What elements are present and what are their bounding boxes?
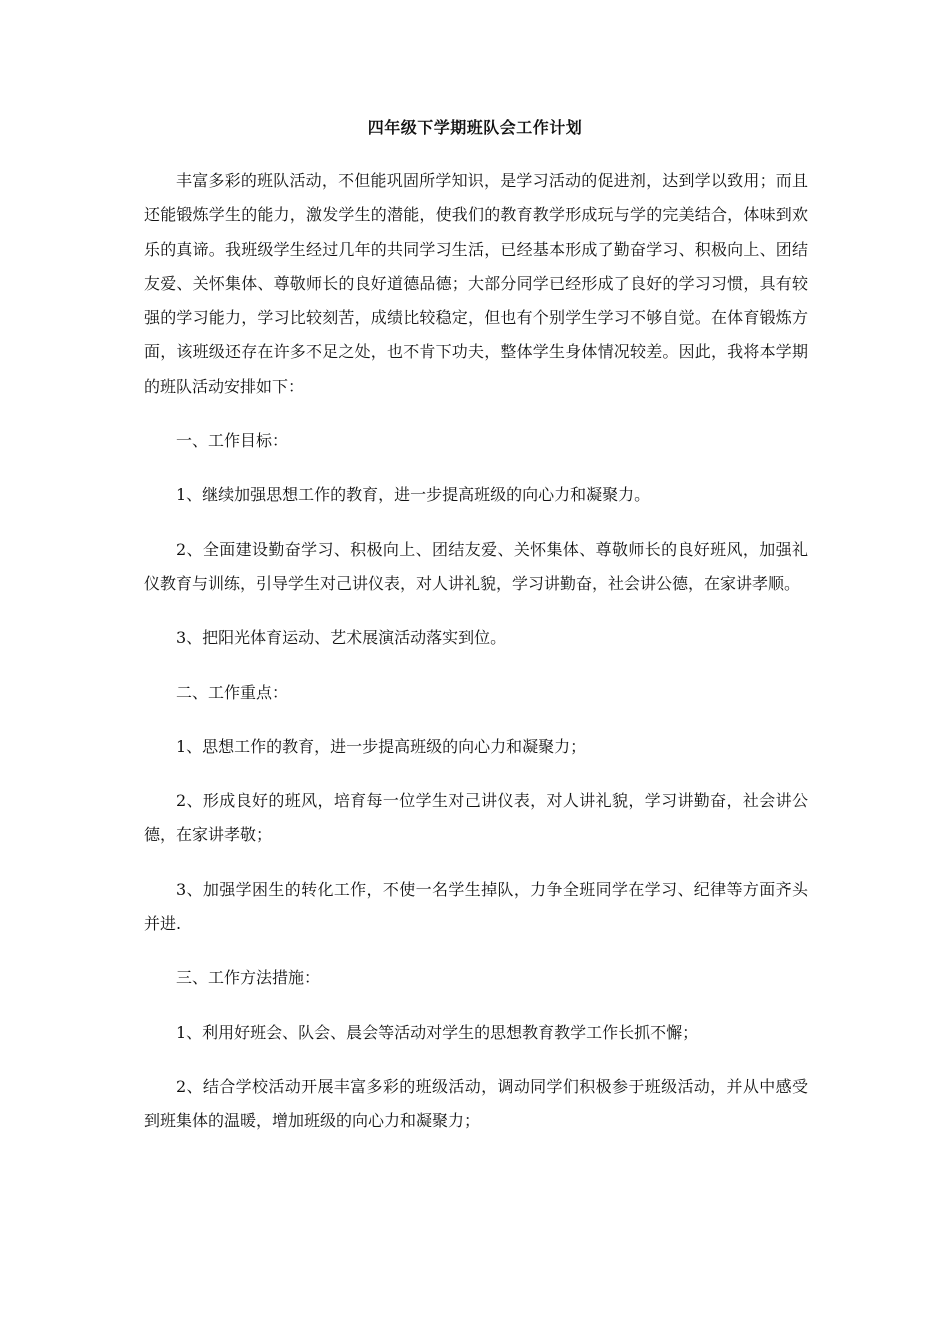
section-1-item-2: 2、全面建设勤奋学习、积极向上、团结友爱、关怀集体、尊敬师长的良好班风，加强礼仪教育与训练，引导学生对己讲仪表，对人讲礼貌，学习讲勤奋，社会讲公德，在家讲孝顺。 bbox=[144, 539, 808, 593]
section-3-item-1: 1、利用好班会、队会、晨会等活动对学生的思想教育教学工作长抓不懈； bbox=[176, 1022, 699, 1042]
section-3-heading: 三、工作方法措施： bbox=[176, 968, 321, 988]
document-body bbox=[144, 164, 808, 1139]
section-3-item-2: 2、结合学校活动开展丰富多彩的班级活动，调动同学们积极参于班级活动，并从中感受到班集体的温暖，增加班级的向心力和凝聚力； bbox=[144, 1076, 808, 1131]
section-1-heading: 一、工作目标： bbox=[176, 431, 289, 451]
section-2-heading: 二、工作重点： bbox=[176, 682, 289, 702]
section-1-item-3: 3、把阳光体育运动、艺术展演活动落实到位。 bbox=[176, 628, 507, 648]
section-2-item-2: 2、形成良好的班风，培育每一位学生对己讲仪表，对人讲礼貌，学习讲勤奋，社会讲公德，在家讲孝敬； bbox=[144, 791, 808, 845]
intro-paragraph: 丰富多彩的班队活动，不但能巩固所学知识，是学习活动的促进剂，达到学以致用；而且还能锻炼学生的能力，激发学生的潜能，使我们的教育教学形成玩与学的完美结合，体味到欢乐的真谛。我班级学生经过几年的共同学习生活，已经基本形成了勤奋学习、积极向上、团结友爱、关怀集体、尊敬师长的良好道德品德；大部分同学已经形成了良好的学习习惯，具有较强的学习能力，学习比较刻苦，成绩比较稳定，但也有个别学生学习不够自觉。在体育锻炼方面，该班级还存在许多不足之处，也不肯下功夫，整体学生身体情况较差。因此，我将本学期的班队活动安排如下： bbox=[144, 171, 808, 396]
document-title: 四年级下学期班队会工作计划 bbox=[367, 118, 583, 137]
section-2-item-1: 1、思想工作的教育，进一步提高班级的向心力和凝聚力； bbox=[176, 736, 587, 756]
section-1-item-1: 1、继续加强思想工作的教育，进一步提高班级的向心力和凝聚力。 bbox=[176, 485, 651, 505]
section-2-item-3: 3、加强学困生的转化工作，不使一名学生掉队，力争全班同学在学习、纪律等方面齐头并进. bbox=[144, 879, 808, 934]
